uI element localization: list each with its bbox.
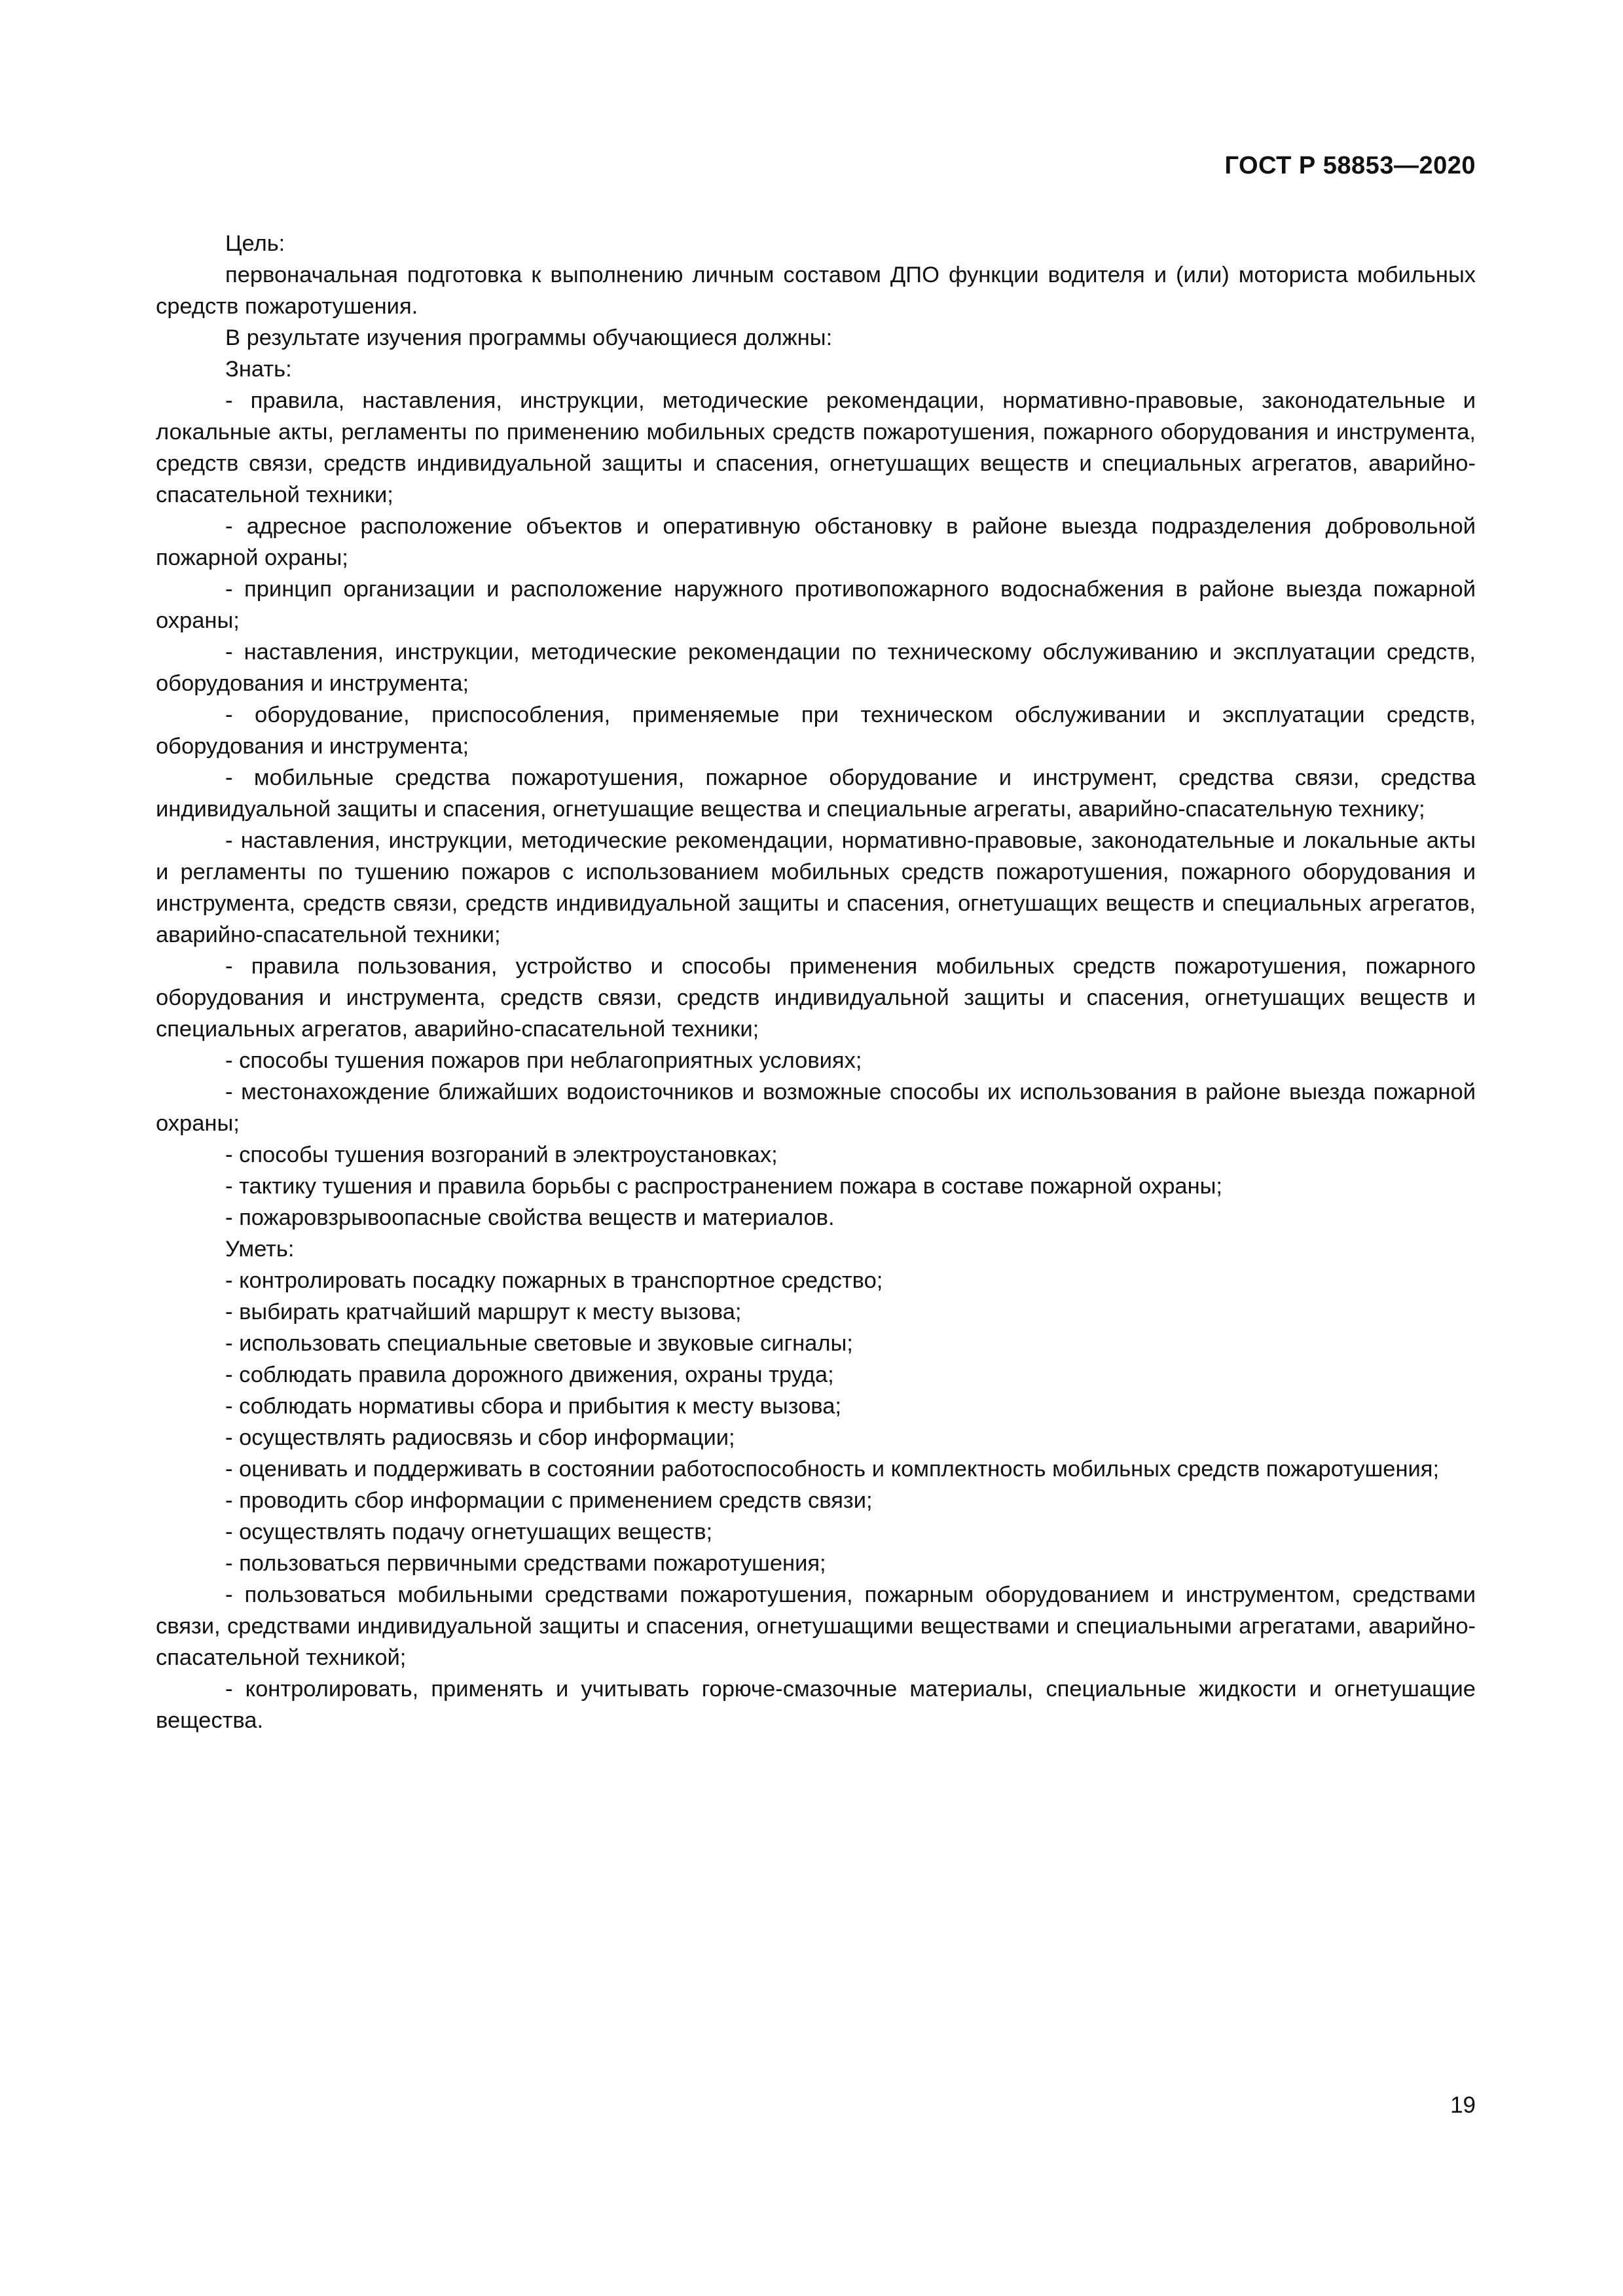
list-item-able: - оценивать и поддерживать в состоянии работоспособность и комплектность мобильных средств пожаротушения;	[225, 1457, 1440, 1482]
list-item-able: - проводить сбор информации с применением средств связи;	[225, 1488, 873, 1513]
list-item-know: - пожаровзрывоопасные свойства веществ и материалов.	[225, 1205, 835, 1230]
list-item-know: - правила, наставления, инструкции, методические рекомендации, нормативно-правовые, законодательные и локальные акты, регламенты по применению мобильных средств пожаротушения, пожарного оборудования и инструмента, средств связи, средств индивидуальной защиты и спасения, огнетушащих веществ и специальных агрегатов, аварийно-спасательной техники;	[156, 388, 1476, 507]
paragraph-able-heading: Уметь:	[225, 1237, 295, 1262]
list-item-know: - наставления, инструкции, методические рекомендации, нормативно-правовые, законодательные и локальные акты и регламенты по тушению пожаров с использованием мобильных средств пожаротушения, пожарного оборудования и инструмента, средств связи, средств индивидуальной защиты и спасения, огнетушащих веществ и специальных агрегатов, аварийно-спасательной техники;	[156, 828, 1476, 947]
list-item-able: - контролировать, применять и учитывать горюче-смазочные материалы, специальные жидкости и огнетушащие вещества.	[156, 1677, 1476, 1733]
list-item-able: - пользоваться первичными средствами пожаротушения;	[225, 1551, 826, 1576]
paragraph-goal-text: первоначальная подготовка к выполнению личным составом ДПО функции водителя и (или) моториста мобильных средств пожаротушения.	[156, 263, 1476, 319]
list-item-know: - оборудование, приспособления, применяемые при техническом обслуживании и эксплуатации средств, оборудования и инструмента;	[156, 702, 1476, 759]
list-item-know: - местонахождение ближайших водоисточников и возможные способы их использования в районе выезда пожарной охраны;	[156, 1080, 1476, 1136]
list-item-able: - осуществлять подачу огнетушащих веществ;	[225, 1520, 713, 1544]
list-item-able: - осуществлять радиосвязь и сбор информации;	[225, 1425, 735, 1450]
list-item-able: - соблюдать правила дорожного движения, охраны труда;	[225, 1362, 834, 1387]
list-item-able: - использовать специальные световые и звуковые сигналы;	[225, 1331, 853, 1356]
document-body	[156, 228, 1476, 1736]
list-item-able: - соблюдать нормативы сбора и прибытия к месту вызова;	[225, 1394, 842, 1419]
paragraph-goal-heading: Цель:	[225, 231, 285, 256]
list-item-know: - способы тушения пожаров при неблагоприятных условиях;	[225, 1048, 862, 1073]
list-item-able: - выбирать кратчайший маршрут к месту вызова;	[225, 1300, 742, 1324]
list-item-know: - мобильные средства пожаротушения, пожарное оборудование и инструмент, средства связи, средства индивидуальной защиты и спасения, огнетушащие вещества и специальные агрегаты, аварийно-спасательную технику;	[156, 765, 1476, 822]
list-item-know: - тактику тушения и правила борьбы с распространением пожара в составе пожарной охраны;	[225, 1174, 1223, 1199]
list-item-know: - наставления, инструкции, методические рекомендации по техническому обслуживанию и эксплуатации средств, оборудования и инструмента;	[156, 640, 1476, 696]
list-item-able: - пользоваться мобильными средствами пожаротушения, пожарным оборудованием и инструментом, средствами связи, средствами индивидуальной защиты и спасения, огнетушащими веществами и специальными агрегатами, аварийно-спасательной техникой;	[156, 1582, 1476, 1670]
document-standard-id: ГОСТ Р 58853—2020	[1224, 152, 1476, 179]
list-item-able: - контролировать посадку пожарных в транспортное средство;	[225, 1268, 883, 1293]
page-number: 19	[1450, 2092, 1476, 2118]
paragraph-know-heading: Знать:	[225, 357, 292, 382]
list-item-know: - способы тушения возгораний в электроустановках;	[225, 1142, 778, 1167]
list-item-know: - принцип организации и расположение наружного противопожарного водоснабжения в районе выезда пожарной охраны;	[156, 577, 1476, 633]
list-item-know: - правила пользования, устройство и способы применения мобильных средств пожаротушения, пожарного оборудования и инструмента, средств связи, средств индивидуальной защиты и спасения, огнетушащих веществ и специальных агрегатов, аварийно-спасательной техники;	[156, 954, 1476, 1042]
list-item-know: - адресное расположение объектов и оперативную обстановку в районе выезда подразделения добровольной пожарной охраны;	[156, 514, 1476, 570]
paragraph-results-intro: В результате изучения программы обучающиеся должны:	[225, 325, 833, 350]
